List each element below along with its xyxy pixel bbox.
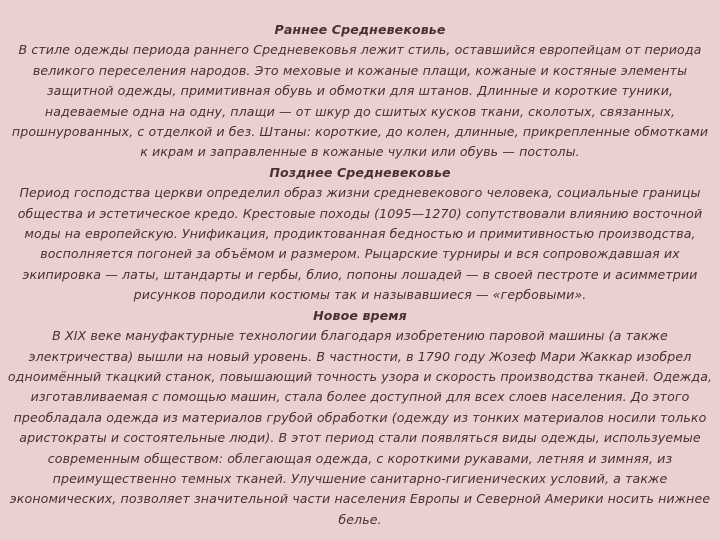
section-paragraph: Период господства церкви определил образ жизни средневекового человека, социальные границы общества и эстетическое кредо. Крестовые походы (1095—1270) сопутствовали влиянию восточной моды на европейскую. Унификация, продиктованная бедностью и примитивностью производства, восполняется погоней за объёмом и размером. Рыцарские турниры и вся сопровождавшая их экипировка — латы, штандарты и гербы, блио, попоны лошадей — в своей пестроте и асимметрии рисунков породили костюмы так и называвшиеся — «гербовыми».	[17, 185, 703, 303]
section-paragraph: В стиле одежды периода раннего Средневековья лежит стиль, оставшийся европейцам от периода великого переселения народов. Это меховые и кожаные плащи, кожаные и костяные элементы защитной одежды, примитивная обувь и обмотки для штанов. Длинные и короткие туники, надеваемые одна на одну, плащи — от шкур до сшитых кусков ткани, сколотых, связанных, прошнурованных, с отделкой и без. Штаны: короткие, до колен, длинные, прикрепленные обмотками к икрам и заправленные в кожаные чулки или обувь — постолы.	[11, 42, 709, 160]
section-heading: Раннее Средневековье	[274, 22, 446, 37]
section-heading: Позднее Средневековье	[269, 164, 451, 180]
section-heading: Новое время	[313, 307, 407, 323]
section-late-middle-ages	[6, 163, 714, 306]
section-paragraph: В XIX веке мануфактурные технологии благодаря изобретению паровой машины (а также электричества) вышли на новый уровень. В частности, в 1790 году Жозеф Мари Жаккар изобрел одноимённый ткацкий станок, повышающий точность узора и скорость производства тканей. Одежда, изготавливаемая с помощью машин, стала более доступной для всех слоев населения. До этого преобладала одежда из материалов грубой обработки (одежду из тонких материалов носили только аристократы и состоятельные люди). В этот период стали появляться виды одежды, используемые современным обществом: облегающая одежда, с короткими рукавами, летняя и зимняя, из преимущественно темных тканей. Улучшение санитарно-гигиенических условий, а также экономических, позволяет значительной части населения Европы и Северной Америки носить нижнее белье.	[7, 328, 713, 527]
section-modern-era	[6, 306, 714, 530]
section-early-middle-ages	[6, 20, 714, 163]
